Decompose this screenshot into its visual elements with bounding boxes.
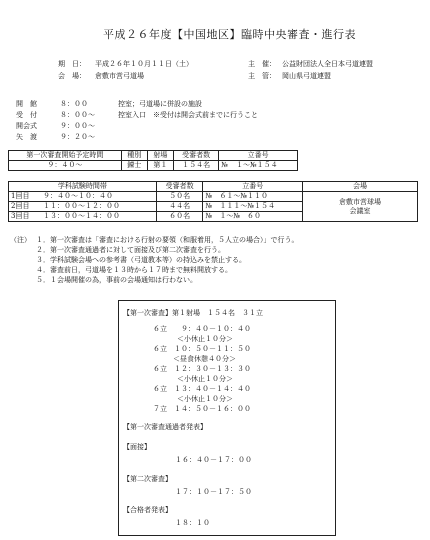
schedule-time: ９：００～ (60, 122, 95, 130)
number-prefix-cell: № (203, 202, 218, 212)
number-range-cell: ６１～№１１０ (217, 192, 302, 202)
column-header: 第一次審査開始予定時間 (9, 151, 122, 161)
second-exam-heading: 【第二次審査】 (123, 475, 172, 483)
column-header: 種別 (121, 151, 147, 161)
schedule-label: 開 館 (16, 100, 37, 108)
progress-break: ＜小休止１０分＞ (177, 395, 233, 403)
venue-value: 倉敷市営弓道場 (95, 72, 144, 80)
progress-line: ６立 １３：４０－１４：４０ (153, 385, 251, 393)
manager-label: 主 管： (248, 72, 276, 80)
session-cell: 1回目 (9, 192, 42, 202)
type-cell: 錬士 (121, 161, 147, 171)
count-cell: ５０名 (156, 192, 203, 202)
schedule-label: 矢 渡 (16, 133, 37, 141)
schedule-note: 控室入口 ※受付は開会式前までに行うこと (118, 111, 258, 119)
notes-list (36, 236, 299, 286)
pass-announcement: 【第一次審査通過者発表】 (123, 423, 207, 431)
column-header: 学科試験時間帯 (9, 182, 157, 192)
count-cell: ６０名 (156, 212, 203, 222)
schedule-note: 控室；弓道場に併設の施設 (118, 100, 202, 108)
progress-line: ７立 １４：５０－１６：００ (153, 405, 251, 413)
notes-prefix: （注） (10, 236, 31, 244)
start-time-cell: ９：４０～ (9, 161, 122, 171)
table-row (9, 192, 418, 202)
date-label: 期 日： (58, 60, 86, 68)
host-label: 主 催： (248, 60, 276, 68)
schedule-time: ８：００～ (60, 111, 95, 119)
number-range-cell: １～№１５４ (234, 161, 297, 171)
count-cell: １５４名 (173, 161, 218, 171)
count-cell: ４４名 (156, 202, 203, 212)
progress-break: ＜昼食休憩４０分＞ (173, 355, 236, 363)
note-item: ２．第一次審査通過者に対して面接及び第二次審査を行う。 (36, 246, 225, 254)
time-cell: ９：４０～１０：４０ (41, 192, 156, 202)
range-cell: 第１ (147, 161, 173, 171)
progress-line: ６立 １０：５０－１１：５０ (153, 345, 251, 353)
progress-box (118, 300, 336, 536)
note-item: ３．学科試験会場への参考書（弓道教本等）の持込みを禁止する。 (36, 256, 246, 264)
first-exam-heading: 【第一次審査】第１射場 １５４名 ３１立 (123, 309, 263, 317)
column-header: 受審者数 (156, 182, 203, 192)
progress-break: ＜小休止１０分＞ (177, 335, 233, 343)
venue-line: 倉敷市営球場 (339, 197, 381, 206)
schedule-time: ９：２０～ (60, 133, 95, 141)
progress-break: ＜小休止１０分＞ (177, 375, 233, 383)
number-prefix-cell: № (219, 161, 234, 171)
column-header: 受審者数 (173, 151, 218, 161)
column-header: 射場 (147, 151, 173, 161)
schedule-time: ８：００ (60, 100, 88, 108)
time-cell: １３：００～１４：００ (41, 212, 156, 222)
column-header: 立番号 (203, 182, 303, 192)
number-prefix-cell: № (203, 212, 218, 222)
note-item: ５．１会場開催の為，事前の会場通知は行わない。 (36, 276, 197, 284)
written-test-table (8, 181, 418, 222)
page-title: 平成２６年度【中国地区】臨時中央審査・進行表 (103, 28, 356, 41)
number-range-cell: １～№ ６０ (217, 212, 302, 222)
number-prefix-cell: № (203, 192, 218, 202)
venue-line: 会議室 (349, 206, 371, 215)
venue-cell (303, 192, 418, 222)
venue-label: 会 場： (58, 72, 86, 80)
note-item: １．第一次審査は「審査における行射の要領（和服着用，５人立の場合）」で行う。 (36, 236, 299, 244)
note-item: ４．審査前日，弓道場を１３時から１７時まで無料開放する。 (36, 266, 232, 274)
manager-value: 岡山県弓道連盟 (282, 72, 331, 80)
schedule-label: 開会式 (16, 122, 37, 130)
time-cell: １１：００～１２：００ (41, 202, 156, 212)
table-row (9, 161, 298, 171)
result-time: １８：１０ (175, 519, 210, 527)
host-value: 公益財団法人全日本弓道連盟 (282, 60, 373, 68)
schedule-label: 受 付 (16, 111, 37, 119)
session-cell: 2回目 (9, 202, 42, 212)
interview-time: １６：４０－１７：００ (175, 456, 252, 464)
session-cell: 3回目 (9, 212, 42, 222)
column-header: 立番号 (219, 151, 298, 161)
result-heading: 【合格者発表】 (123, 506, 172, 514)
number-range-cell: １１１～№１５４ (217, 202, 302, 212)
interview-heading: 【面接】 (123, 443, 151, 451)
column-header: 会場 (303, 182, 418, 192)
progress-line: ６立 ９：４０－１０：４０ (153, 325, 251, 333)
second-exam-time: １７：１０－１７：５０ (175, 488, 252, 496)
progress-line: ６立 １２：３０－１３：３０ (153, 365, 251, 373)
exam-table (8, 150, 298, 171)
date-value: 平成２６年１０月１１日（土） (95, 60, 193, 68)
